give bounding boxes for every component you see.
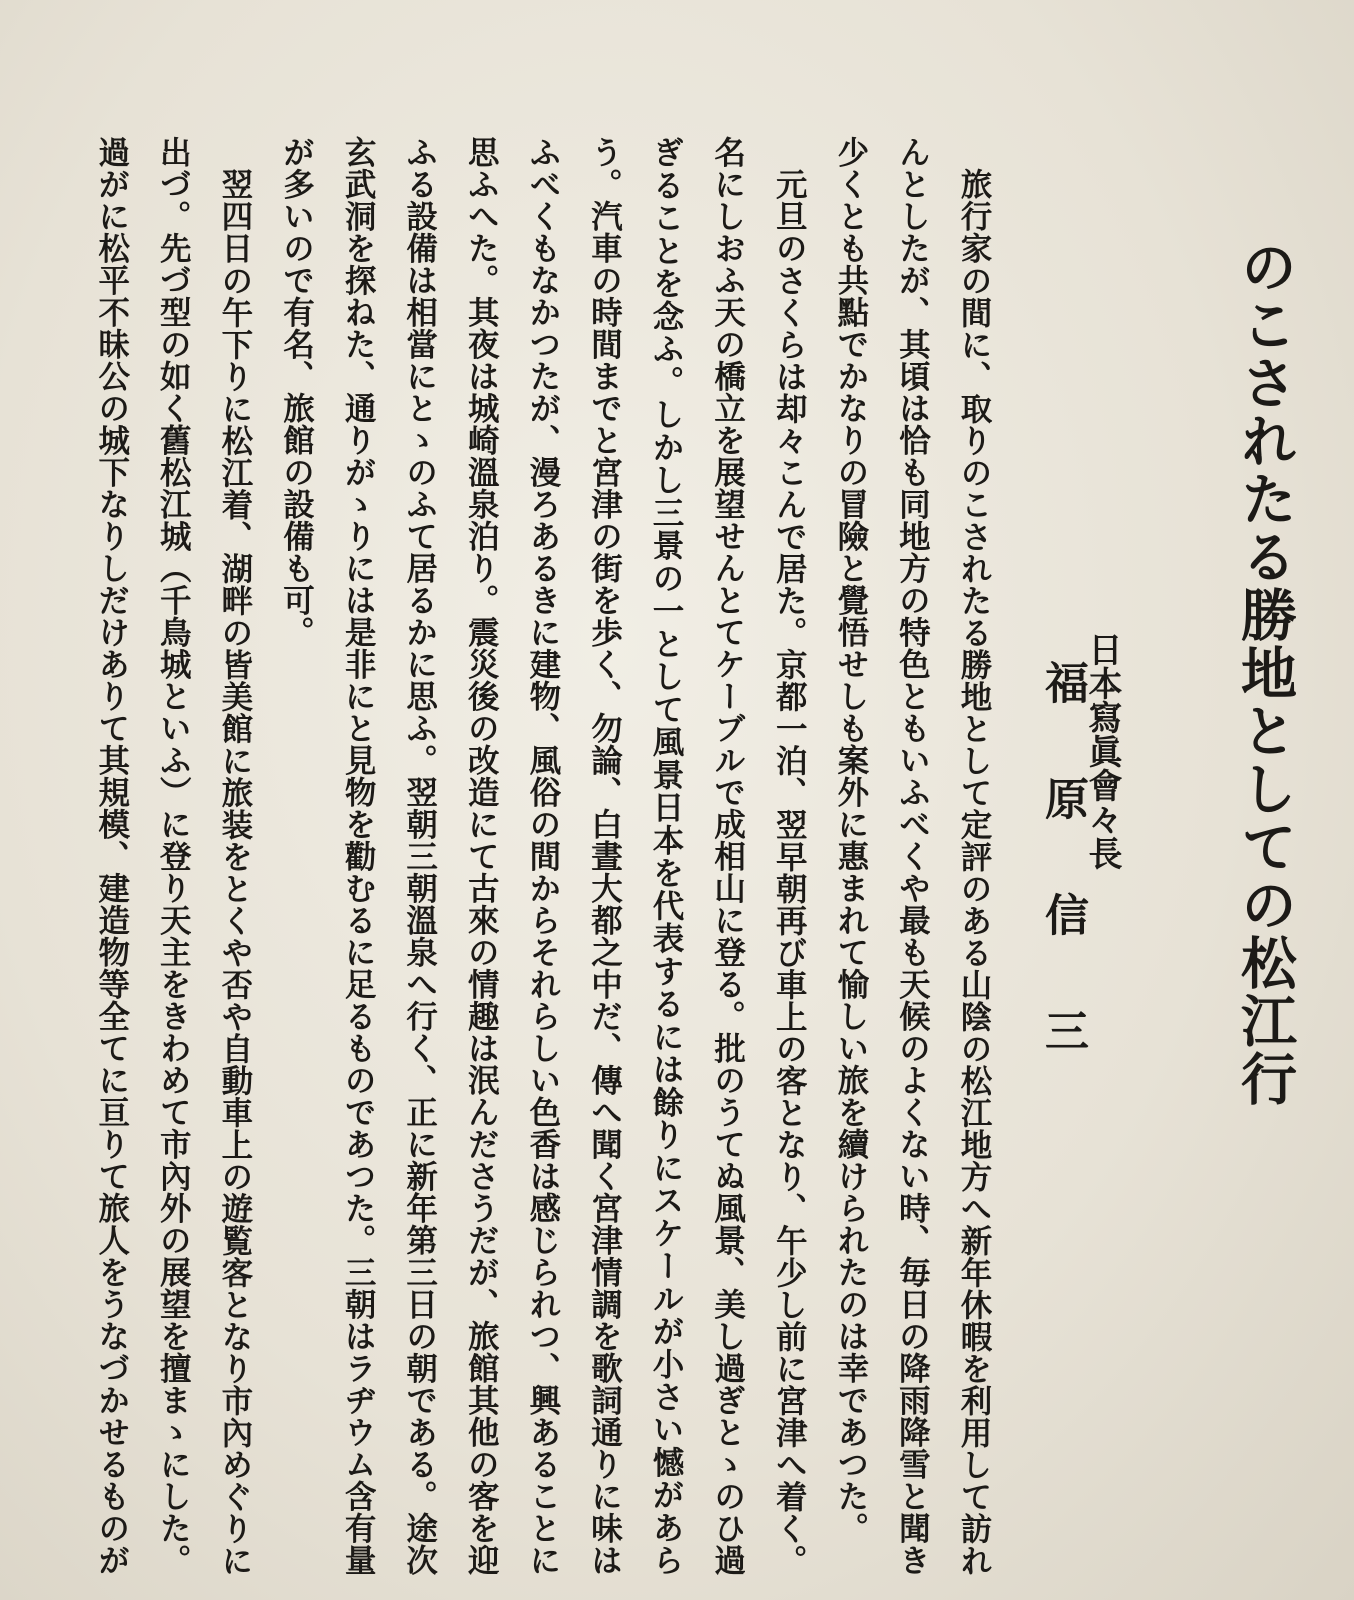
paragraph-1: 旅行家の間に、取りのこされたる勝地として定評のある山陰の松江地方へ新年休暇を利用して訪れんとしたが、其頃は恰も同地方の特色ともいふべくや最も天候のよくない時、毎日の降雨降雪と聞き少くとも共點でかなりの冒險と覺悟せしも案外に惠まれて愉しい旅を續けられたのは幸であつた。 <box>832 136 992 1576</box>
author-affiliation: 日本寫眞會々長 <box>1082 632 1122 870</box>
article-title: のこされたる勝地としての松江行 <box>1232 238 1297 1108</box>
article-body <box>74 136 1004 1576</box>
paragraph-3: 翌四日の午下りに松江着、湖畔の皆美館に旅装をとくや否や自動車上の遊覧客となり市內めぐりに出づ。先づ型の如く舊松江城（千鳥城といふ）に登り天主をきわめて市內外の展望を擅まゝにした。過がに松平不昧公の城下なりしだけありて其規模、建造物等全てに亘りて旅人をうなづかせるものが <box>93 136 253 1576</box>
paragraph-2: 元旦のさくらは却々こんで居た。京都一泊、翌早朝再び車上の客となり、午少し前に宮津へ着く。名にしおふ天の橋立を展望せんとてケーブルで成相山に登る。批のうてぬ風景、美し過ぎとゝのひ過ぎることを念ふ。しかし三景の一として風景日本を代表するには餘りにスケールが小さい憾があらう。汽車の時間までと宮津の街を歩く、勿論、白晝大都之中だ、傳へ聞く宮津情調を歌詞通りに味はふべくもなかつたが、漫ろあるきに建物、風俗の間からそれらしい色香は感じられつ、興あることに思ふへた。其夜は城崎溫泉泊り。震災後の改造にて古來の情趣は泯んださうだが、旅館其他の客を迎ふる設備は相當にとゝのふて居るかに思ふ。翌朝三朝溫泉へ行く、正に新年第三日の朝である。途次玄武洞を探ねた、通りがゝりには是非にと見物を勸むるに足るものであつた。三朝はラヂウム含有量が多いので有名、旅館の設備も可。 <box>278 136 808 1576</box>
author-name: 福原信三 <box>1037 660 1088 1124</box>
author-block <box>1037 632 1122 1432</box>
